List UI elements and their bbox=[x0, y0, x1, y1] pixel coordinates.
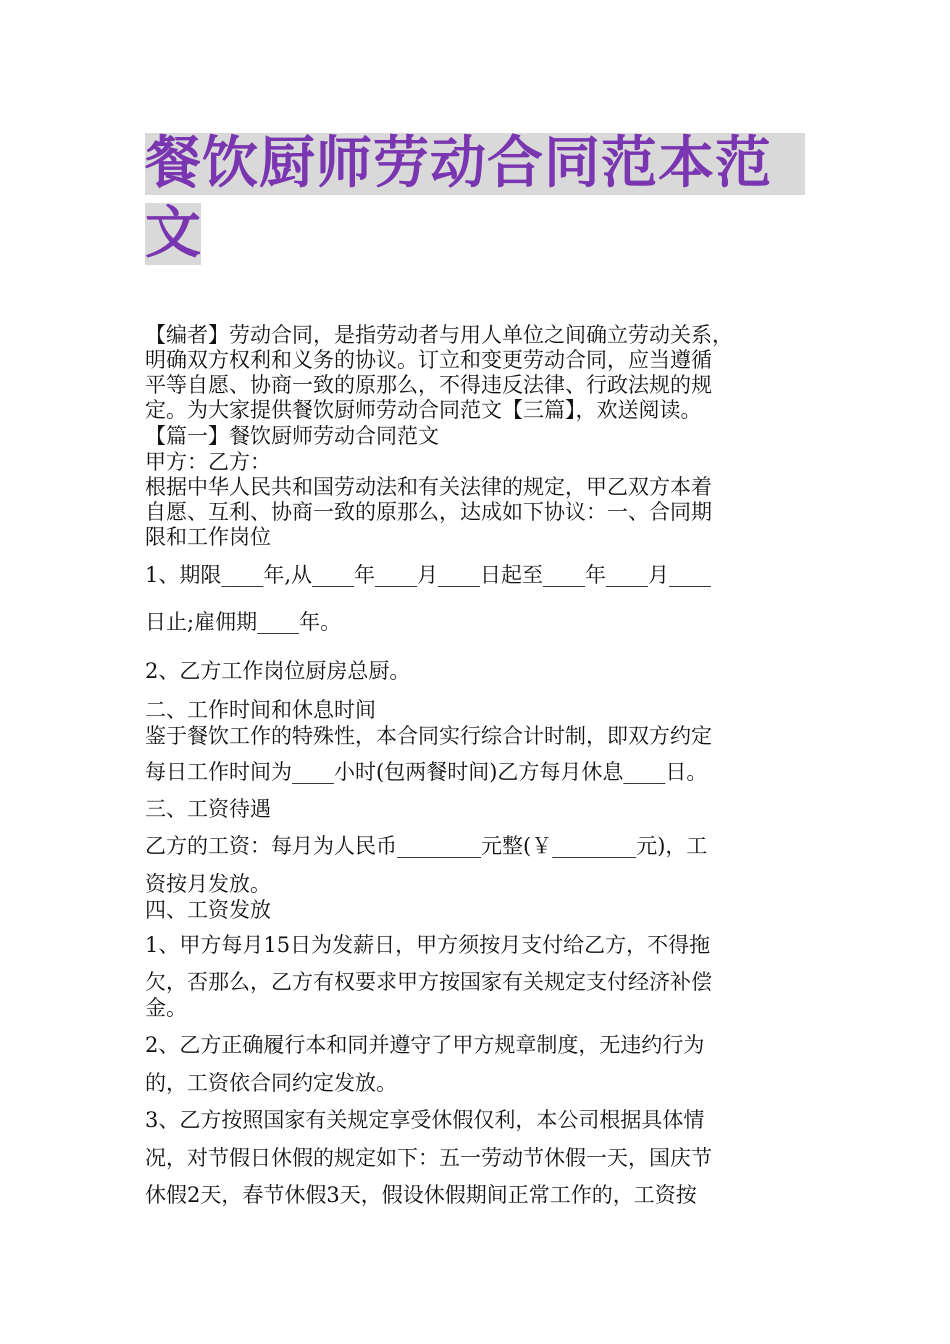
text-line: 二、工作时间和休息时间 bbox=[145, 698, 376, 722]
text-line: 根据中华人民共和国劳动法和有关法律的规定，甲乙双方本着 bbox=[145, 475, 712, 499]
text-line: 四、工资发放 bbox=[145, 898, 271, 922]
text-line: 日止;雇佣期____年。 bbox=[145, 610, 342, 634]
text-line: 乙方的工资：每月为人民币________元整(￥________元)，工 bbox=[145, 834, 708, 858]
text-line: 3、乙方按照国家有关规定享受休假仅利，本公司根据具体情 bbox=[145, 1108, 705, 1132]
text-line: 休假2天，春节休假3天，假设休假期间正常工作的，工资按 bbox=[145, 1183, 697, 1207]
document-title-line-2: 文 bbox=[145, 201, 201, 266]
text-line: 鉴于餐饮工作的特殊性，本合同实行综合计时制，即双方约定 bbox=[145, 724, 712, 748]
text-line: 自愿、互利、协商一致的原那么，达成如下协议：一、合同期 bbox=[145, 500, 712, 524]
text-line: 1、甲方每月15日为发薪日，甲方须按月支付给乙方，不得拖 bbox=[145, 933, 711, 957]
text-line: 金。 bbox=[145, 996, 187, 1020]
text-line: 况，对节假日休假的规定如下：五一劳动节休假一天，国庆节 bbox=[145, 1146, 712, 1170]
text-line: 【篇一】餐饮厨师劳动合同范文 bbox=[145, 424, 439, 448]
text-line: 的，工资依合同约定发放。 bbox=[145, 1071, 397, 1095]
text-line: 三、工资待遇 bbox=[145, 797, 271, 821]
text-line: 定。为大家提供餐饮厨师劳动合同范文【三篇】，欢送阅读。 bbox=[145, 398, 702, 422]
text-line: 2、乙方正确履行本和同并遵守了甲方规章制度，无违约行为 bbox=[145, 1033, 705, 1057]
text-line: 欠，否那么，乙方有权要求甲方按国家有关规定支付经济补偿 bbox=[145, 970, 712, 994]
text-line: 【编者】劳动合同，是指劳动者与用人单位之间确立劳动关系， bbox=[145, 323, 733, 347]
text-line: 每日工作时间为____小时(包两餐时间)乙方每月休息____日。 bbox=[145, 760, 708, 784]
text-line: 资按月发放。 bbox=[145, 872, 271, 896]
document-title-line-1: 餐饮厨师劳动合同范本范 bbox=[145, 133, 805, 195]
text-line: 甲方：乙方： bbox=[145, 450, 271, 474]
text-line: 明确双方权利和义务的协议。订立和变更劳动合同，应当遵循 bbox=[145, 348, 712, 372]
text-line: 1、期限____年,从____年____月____日起至____年____月____ bbox=[145, 563, 712, 587]
text-line: 平等自愿、协商一致的原那么，不得违反法律、行政法规的规 bbox=[145, 373, 712, 397]
text-line: 限和工作岗位 bbox=[145, 525, 271, 549]
text-line: 2、乙方工作岗位厨房总厨。 bbox=[145, 659, 411, 683]
